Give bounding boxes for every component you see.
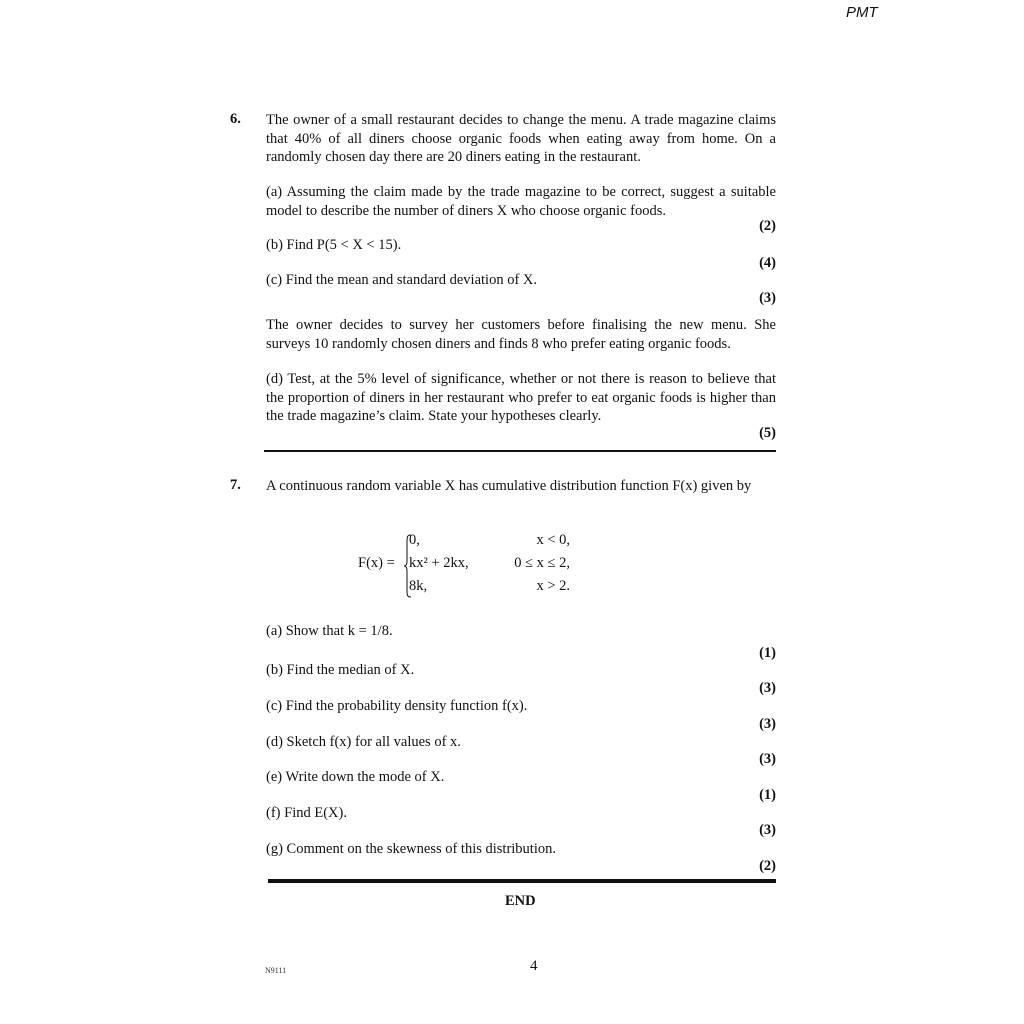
part-label: (c) — [266, 698, 283, 714]
part-label: (g) — [266, 841, 283, 857]
q6-part-a — [266, 183, 776, 220]
part-label: (a) — [266, 184, 283, 200]
case-expr: kx² + 2kx, — [409, 555, 469, 571]
part-text: Find P(5 < X < 15). — [286, 237, 402, 253]
case-expr: 0, — [409, 532, 420, 548]
part-text: Assuming the claim made by the trade magazine to be correct, suggest a suitable model to describe the number of diners X who choose organic foods. — [266, 184, 776, 219]
q6-survey-text: The owner decides to survey her customers before finalising the new menu. She surveys 10 randomly chosen diners and finds 8 who prefer eating organic foods. — [266, 317, 776, 352]
part-label: (f) — [266, 805, 281, 821]
part-text: Comment on the skewness of this distribution. — [286, 841, 556, 857]
cdf-cond-1: x < 0, — [536, 532, 570, 548]
q6-part-d — [266, 370, 776, 426]
pmt-watermark: PMT — [846, 4, 878, 21]
end-rule — [268, 879, 776, 883]
cdf-equation — [358, 530, 578, 600]
part-text: Find E(X). — [284, 805, 347, 821]
q7-part-g-marks: (2) — [759, 858, 776, 874]
part-label: (c) — [266, 272, 283, 288]
q6-part-c — [266, 271, 776, 290]
part-text: Show that k = 1/8. — [285, 623, 393, 639]
cdf-cond-3: x > 2. — [536, 578, 570, 594]
paper-code: N9111 — [265, 966, 287, 975]
q7-part-e-marks: (1) — [759, 787, 776, 803]
case-expr: 8k, — [409, 578, 428, 594]
question-7-intro: A continuous random variable X has cumulative distribution function F(x) given by — [266, 478, 752, 494]
question-6-number: 6. — [230, 111, 241, 127]
question-7-number: 7. — [230, 477, 241, 493]
cdf-case-3 — [409, 578, 427, 595]
part-label: (d) — [266, 371, 283, 387]
q7-part-d — [266, 733, 461, 752]
q6-part-c-marks: (3) — [759, 290, 776, 306]
q7-part-c — [266, 697, 527, 716]
q6-part-a-marks: (2) — [759, 218, 776, 234]
part-label: (a) — [266, 623, 283, 639]
q7-part-e — [266, 768, 444, 787]
q6-part-b-marks: (4) — [759, 255, 776, 271]
cdf-cond-2: 0 ≤ x ≤ 2, — [514, 555, 570, 571]
q7-part-g — [266, 840, 556, 859]
q6-part-b — [266, 236, 776, 255]
q7-part-b — [266, 661, 414, 680]
part-text: Test, at the 5% level of significance, whether or not there is reason to believe that the proportion of diners in her restaurant who prefer to eat organic foods is higher than the trade magazine’s claim. State your hypotheses clearly. — [266, 371, 776, 424]
end-label: END — [505, 893, 536, 909]
part-text: Find the probability density function f(x). — [285, 698, 528, 714]
part-text: Sketch f(x) for all values of x. — [286, 734, 461, 750]
part-label: (b) — [266, 237, 283, 253]
part-label: (d) — [266, 734, 283, 750]
question-divider — [264, 450, 776, 452]
q7-part-f — [266, 804, 347, 823]
q7-part-b-marks: (3) — [759, 680, 776, 696]
page-number: 4 — [530, 958, 538, 974]
q7-part-a — [266, 622, 393, 641]
part-text: Find the median of X. — [286, 662, 415, 678]
q6-part-d-marks: (5) — [759, 425, 776, 441]
cdf-case-1 — [409, 532, 420, 549]
part-label: (e) — [266, 769, 283, 785]
q7-part-d-marks: (3) — [759, 751, 776, 767]
question-6-intro: The owner of a small restaurant decides to change the menu. A trade magazine claims that 40% of all diners choose organic foods when eating away from home. On a randomly chosen day there are 20 diners eating in the restaurant. — [266, 112, 776, 165]
part-label: (b) — [266, 662, 283, 678]
part-text: Write down the mode of X. — [285, 769, 445, 785]
cdf-lhs: F(x) = — [358, 555, 395, 571]
part-text: Find the mean and standard deviation of X. — [285, 272, 537, 288]
q7-part-f-marks: (3) — [759, 822, 776, 838]
q7-part-a-marks: (1) — [759, 645, 776, 661]
q7-part-c-marks: (3) — [759, 716, 776, 732]
